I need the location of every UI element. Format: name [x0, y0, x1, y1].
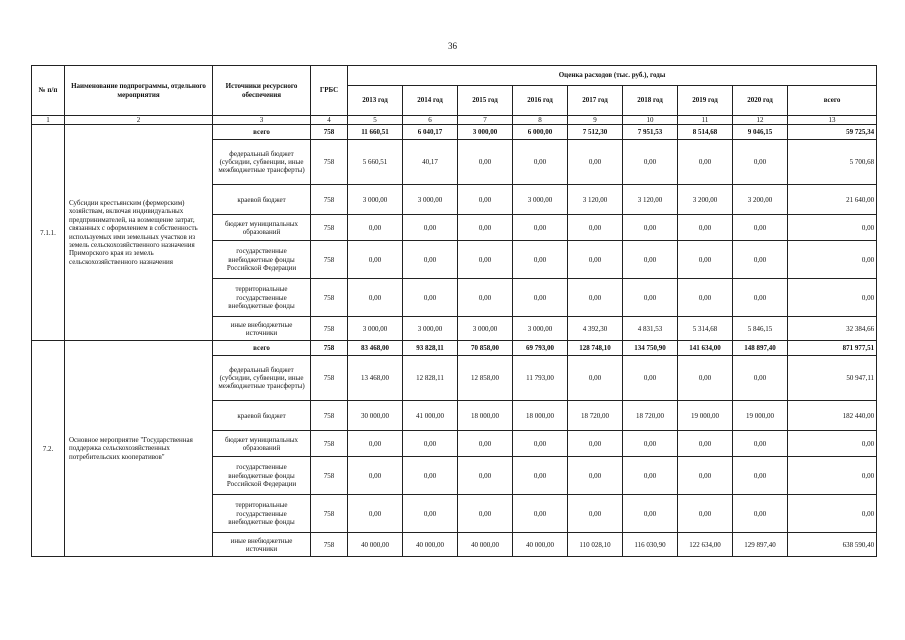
index-cell: 6 [403, 116, 458, 125]
year-value: 0,00 [513, 457, 568, 495]
header-name: Наименование подпрограммы, отдельного мероприятия [65, 66, 213, 116]
header-estimate: Оценка расходов (тыс. руб.), годы [348, 66, 877, 86]
funding-source: всего [213, 125, 311, 140]
year-value: 3 200,00 [733, 185, 788, 215]
year-value: 0,00 [458, 457, 513, 495]
year-value: 0,00 [403, 279, 458, 317]
grbs-code: 758 [311, 495, 348, 533]
funding-source: бюджет муниципальных образований [213, 431, 311, 457]
header-num: № п/п [32, 66, 65, 116]
index-cell: 5 [348, 116, 403, 125]
grbs-code: 758 [311, 317, 348, 341]
year-value: 0,00 [348, 495, 403, 533]
year-value: 0,00 [403, 215, 458, 241]
year-value: 0,00 [348, 279, 403, 317]
page-number: 36 [448, 41, 457, 51]
grbs-code: 758 [311, 431, 348, 457]
funding-source: государственные внебюджетные фонды Российской Федерации [213, 241, 311, 279]
year-value: 0,00 [623, 241, 678, 279]
funding-source: федеральный бюджет (субсидии, субвенции, иные межбюджетные трансферты) [213, 356, 311, 401]
year-value: 13 468,00 [348, 356, 403, 401]
header-year: 2015 год [458, 86, 513, 116]
total-value: 182 440,00 [788, 401, 877, 431]
year-value: 0,00 [733, 457, 788, 495]
grbs-code: 758 [311, 401, 348, 431]
header-year: 2013 год [348, 86, 403, 116]
year-value: 3 000,00 [513, 185, 568, 215]
year-value: 0,00 [623, 140, 678, 185]
year-value: 3 000,00 [403, 317, 458, 341]
year-value: 0,00 [458, 185, 513, 215]
year-value: 0,00 [458, 279, 513, 317]
year-value: 0,00 [733, 215, 788, 241]
year-value: 0,00 [623, 356, 678, 401]
total-value: 871 977,51 [788, 341, 877, 356]
year-value: 19 000,00 [733, 401, 788, 431]
table-row [32, 341, 877, 356]
header-year: 2014 год [403, 86, 458, 116]
item-number: 7.1.1. [32, 125, 65, 341]
year-value: 0,00 [513, 140, 568, 185]
year-value: 18 000,00 [458, 401, 513, 431]
year-value: 148 897,40 [733, 341, 788, 356]
total-value: 0,00 [788, 457, 877, 495]
year-value: 11 793,00 [513, 356, 568, 401]
year-value: 3 120,00 [568, 185, 623, 215]
total-value: 0,00 [788, 279, 877, 317]
year-value: 0,00 [513, 241, 568, 279]
year-value: 134 750,90 [623, 341, 678, 356]
year-value: 0,00 [568, 495, 623, 533]
year-value: 83 468,00 [348, 341, 403, 356]
year-value: 6 000,00 [513, 125, 568, 140]
year-value: 12 828,11 [403, 356, 458, 401]
index-cell: 3 [213, 116, 311, 125]
year-value: 0,00 [678, 457, 733, 495]
year-value: 0,00 [513, 279, 568, 317]
year-value: 0,00 [458, 140, 513, 185]
total-value: 5 700,68 [788, 140, 877, 185]
year-value: 0,00 [403, 241, 458, 279]
grbs-code: 758 [311, 125, 348, 140]
index-cell: 13 [788, 116, 877, 125]
year-value: 0,00 [678, 140, 733, 185]
item-name: Субсидии крестьянским (фермерским) хозяйствам, включая индивидуальных предпринимателей, на возмещение затрат, связанных с оформлением в собственность используемых ими земельных участков из земель сельскохозяйственного назначения Приморского края из земель сельскохозяйственного назначения [65, 125, 213, 341]
year-value: 41 000,00 [403, 401, 458, 431]
year-value: 0,00 [458, 241, 513, 279]
year-value: 3 000,00 [513, 317, 568, 341]
funding-source: краевой бюджет [213, 401, 311, 431]
funding-source: территориальные государственные внебюджетные фонды [213, 495, 311, 533]
index-cell: 7 [458, 116, 513, 125]
year-value: 129 897,40 [733, 533, 788, 557]
year-value: 3 000,00 [403, 185, 458, 215]
year-value: 12 858,00 [458, 356, 513, 401]
year-value: 40,17 [403, 140, 458, 185]
year-value: 0,00 [403, 495, 458, 533]
year-value: 70 858,00 [458, 341, 513, 356]
total-value: 638 590,40 [788, 533, 877, 557]
year-value: 3 000,00 [458, 125, 513, 140]
year-value: 110 028,10 [568, 533, 623, 557]
index-cell: 4 [311, 116, 348, 125]
grbs-code: 758 [311, 185, 348, 215]
header-grbs: ГРБС [311, 66, 348, 116]
year-value: 3 200,00 [678, 185, 733, 215]
item-name: Основное мероприятие "Государственная поддержка сельскохозяйственных потребительских кооперативов" [65, 341, 213, 557]
year-value: 5 314,68 [678, 317, 733, 341]
year-value: 0,00 [458, 495, 513, 533]
header-year: 2017 год [568, 86, 623, 116]
year-value: 40 000,00 [403, 533, 458, 557]
total-value: 0,00 [788, 241, 877, 279]
item-number: 7.2. [32, 341, 65, 557]
total-value: 0,00 [788, 495, 877, 533]
grbs-code: 758 [311, 241, 348, 279]
total-value: 0,00 [788, 215, 877, 241]
year-value: 0,00 [568, 215, 623, 241]
year-value: 11 660,51 [348, 125, 403, 140]
year-value: 0,00 [733, 140, 788, 185]
year-value: 0,00 [678, 279, 733, 317]
year-value: 0,00 [733, 431, 788, 457]
year-value: 116 030,90 [623, 533, 678, 557]
total-value: 21 640,00 [788, 185, 877, 215]
budget-table [31, 65, 877, 557]
year-value: 5 660,51 [348, 140, 403, 185]
table-row [32, 125, 877, 140]
year-value: 18 720,00 [568, 401, 623, 431]
header-year: 2016 год [513, 86, 568, 116]
total-value: 50 947,11 [788, 356, 877, 401]
year-value: 128 748,10 [568, 341, 623, 356]
year-value: 0,00 [568, 356, 623, 401]
year-value: 0,00 [403, 431, 458, 457]
index-cell: 9 [568, 116, 623, 125]
header-year: 2019 год [678, 86, 733, 116]
year-value: 3 120,00 [623, 185, 678, 215]
index-cell: 12 [733, 116, 788, 125]
funding-source: территориальные государственные внебюджетные фонды [213, 279, 311, 317]
year-value: 0,00 [348, 431, 403, 457]
year-value: 0,00 [513, 215, 568, 241]
year-value: 40 000,00 [513, 533, 568, 557]
year-value: 0,00 [568, 241, 623, 279]
year-value: 0,00 [733, 241, 788, 279]
year-value: 0,00 [513, 431, 568, 457]
year-value: 122 634,00 [678, 533, 733, 557]
year-value: 3 000,00 [458, 317, 513, 341]
index-cell: 2 [65, 116, 213, 125]
year-value: 0,00 [733, 356, 788, 401]
year-value: 3 000,00 [348, 185, 403, 215]
year-value: 0,00 [678, 241, 733, 279]
year-value: 0,00 [513, 495, 568, 533]
year-value: 0,00 [348, 215, 403, 241]
funding-source: краевой бюджет [213, 185, 311, 215]
year-value: 3 000,00 [348, 317, 403, 341]
year-value: 0,00 [568, 457, 623, 495]
total-value: 32 384,66 [788, 317, 877, 341]
year-value: 0,00 [403, 457, 458, 495]
year-value: 40 000,00 [348, 533, 403, 557]
year-value: 0,00 [678, 215, 733, 241]
year-value: 6 040,17 [403, 125, 458, 140]
index-cell: 11 [678, 116, 733, 125]
year-value: 9 046,15 [733, 125, 788, 140]
header-year: 2020 год [733, 86, 788, 116]
header-total: всего [788, 86, 877, 116]
funding-source: государственные внебюджетные фонды Российской Федерации [213, 457, 311, 495]
grbs-code: 758 [311, 140, 348, 185]
year-value: 18 720,00 [623, 401, 678, 431]
year-value: 0,00 [458, 215, 513, 241]
year-value: 0,00 [678, 356, 733, 401]
year-value: 0,00 [568, 140, 623, 185]
funding-source: иные внебюджетные источники [213, 533, 311, 557]
year-value: 19 000,00 [678, 401, 733, 431]
year-value: 0,00 [623, 457, 678, 495]
header-sources: Источники ресурсного обеспечения [213, 66, 311, 116]
funding-source: федеральный бюджет (субсидии, субвенции, иные межбюджетные трансферты) [213, 140, 311, 185]
year-value: 8 514,68 [678, 125, 733, 140]
year-value: 0,00 [348, 457, 403, 495]
year-value: 0,00 [733, 279, 788, 317]
year-value: 7 512,30 [568, 125, 623, 140]
year-value: 0,00 [678, 431, 733, 457]
total-value: 0,00 [788, 431, 877, 457]
funding-source: бюджет муниципальных образований [213, 215, 311, 241]
index-cell: 10 [623, 116, 678, 125]
year-value: 4 392,30 [568, 317, 623, 341]
grbs-code: 758 [311, 356, 348, 401]
year-value: 69 793,00 [513, 341, 568, 356]
year-value: 141 634,00 [678, 341, 733, 356]
year-value: 0,00 [458, 431, 513, 457]
year-value: 5 846,15 [733, 317, 788, 341]
total-value: 59 725,34 [788, 125, 877, 140]
year-value: 30 000,00 [348, 401, 403, 431]
year-value: 40 000,00 [458, 533, 513, 557]
year-value: 18 000,00 [513, 401, 568, 431]
funding-source: иные внебюджетные источники [213, 317, 311, 341]
year-value: 93 828,11 [403, 341, 458, 356]
year-value: 4 831,53 [623, 317, 678, 341]
year-value: 0,00 [623, 215, 678, 241]
grbs-code: 758 [311, 341, 348, 356]
header-year: 2018 год [623, 86, 678, 116]
year-value: 0,00 [568, 279, 623, 317]
index-cell: 1 [32, 116, 65, 125]
grbs-code: 758 [311, 457, 348, 495]
year-value: 0,00 [678, 495, 733, 533]
funding-source: всего [213, 341, 311, 356]
year-value: 0,00 [623, 279, 678, 317]
year-value: 0,00 [568, 431, 623, 457]
year-value: 0,00 [348, 241, 403, 279]
year-value: 0,00 [623, 431, 678, 457]
year-value: 0,00 [733, 495, 788, 533]
year-value: 7 951,53 [623, 125, 678, 140]
year-value: 0,00 [623, 495, 678, 533]
grbs-code: 758 [311, 533, 348, 557]
grbs-code: 758 [311, 215, 348, 241]
index-cell: 8 [513, 116, 568, 125]
grbs-code: 758 [311, 279, 348, 317]
